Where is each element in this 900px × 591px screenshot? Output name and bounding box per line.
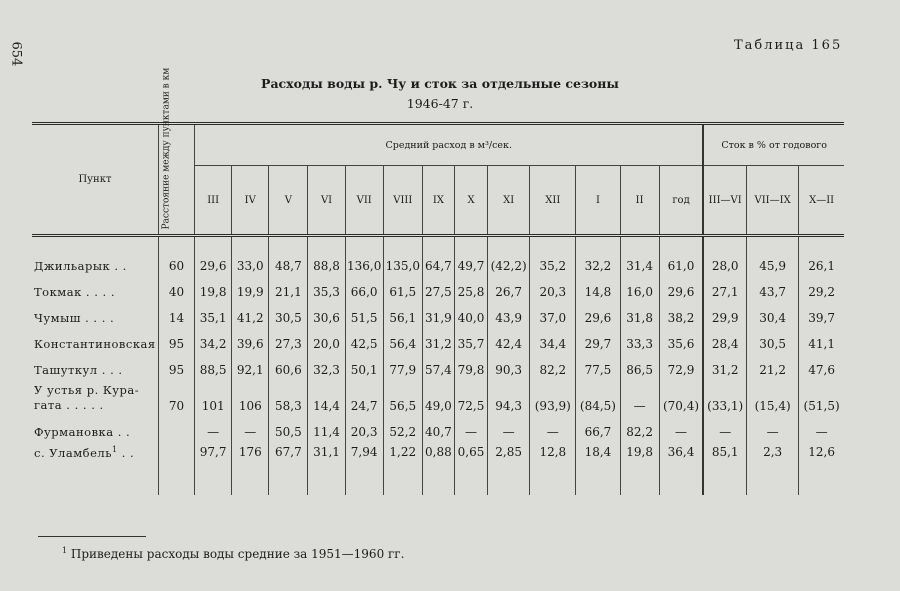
month-value-cell: 11,4 <box>308 413 345 439</box>
month-value-cell: 88,5 <box>195 351 232 377</box>
year-value-cell: 35,6 <box>659 325 703 351</box>
month-value-cell: 30,5 <box>269 299 308 325</box>
distance-cell: 95 <box>158 351 194 377</box>
header-season: VII—IX <box>747 166 799 236</box>
month-value-cell: 43,9 <box>488 299 530 325</box>
header-year: год <box>659 166 703 236</box>
month-value-cell: 56,4 <box>383 325 422 351</box>
month-value-cell: 86,5 <box>620 351 659 377</box>
month-value-cell: 97,7 <box>195 439 232 495</box>
season-runoff-cell: 30,4 <box>747 299 799 325</box>
year-value-cell: 61,0 <box>659 236 703 274</box>
month-value-cell: 136,0 <box>345 236 383 274</box>
header-month: X <box>454 166 487 236</box>
month-value-cell: 20,3 <box>345 413 383 439</box>
month-value-cell: 20,0 <box>308 325 345 351</box>
header-month: VI <box>308 166 345 236</box>
month-value-cell: 52,2 <box>383 413 422 439</box>
month-value-cell: — <box>530 413 576 439</box>
month-value-cell: 27,3 <box>269 325 308 351</box>
season-runoff-cell: 27,1 <box>703 273 746 299</box>
month-value-cell: 35,7 <box>454 325 487 351</box>
station-name: Чумыш . . . . <box>34 311 115 325</box>
table-row <box>32 236 844 274</box>
month-value-cell: 34,2 <box>195 325 232 351</box>
month-value-cell: 64,7 <box>422 236 454 274</box>
month-value-cell: 24,7 <box>345 377 383 413</box>
month-value-cell: — <box>454 413 487 439</box>
season-runoff-cell: 45,9 <box>747 236 799 274</box>
distance-cell: 14 <box>158 299 194 325</box>
distance-cell: 95 <box>158 325 194 351</box>
month-value-cell: (93,9) <box>530 377 576 413</box>
month-value-cell: 101 <box>195 377 232 413</box>
header-month: VIII <box>383 166 422 236</box>
season-runoff-cell: (15,4) <box>747 377 799 413</box>
header-month: III <box>195 166 232 236</box>
season-runoff-cell: 12,6 <box>799 439 844 495</box>
month-value-cell: 50,5 <box>269 413 308 439</box>
month-value-cell: 31,2 <box>422 325 454 351</box>
month-value-cell: 176 <box>232 439 269 495</box>
month-value-cell: 35,3 <box>308 273 345 299</box>
season-runoff-cell: — <box>747 413 799 439</box>
station-name: Константиновская <box>34 337 156 351</box>
table-row <box>32 325 844 351</box>
month-value-cell: 40,0 <box>454 299 487 325</box>
year-value-cell: 29,6 <box>659 273 703 299</box>
month-value-cell: 34,4 <box>530 325 576 351</box>
year-value-cell: 72,9 <box>659 351 703 377</box>
header-month: XI <box>488 166 530 236</box>
month-value-cell: 82,2 <box>530 351 576 377</box>
month-value-cell: 49,7 <box>454 236 487 274</box>
season-runoff-cell: 43,7 <box>747 273 799 299</box>
table-row <box>32 413 844 439</box>
month-value-cell: — <box>488 413 530 439</box>
month-value-cell: 40,7 <box>422 413 454 439</box>
month-value-cell: 16,0 <box>620 273 659 299</box>
month-value-cell: (42,2) <box>488 236 530 274</box>
month-value-cell: 61,5 <box>383 273 422 299</box>
table-title: Расходы воды р. Чу и сток за отдельные сезоны <box>261 76 619 91</box>
season-runoff-cell: 2,3 <box>747 439 799 495</box>
month-value-cell: 30,6 <box>308 299 345 325</box>
month-value-cell: 48,7 <box>269 236 308 274</box>
station-name: У устья р. Кура- гата . . . . . <box>34 383 140 412</box>
footnote-divider <box>38 536 146 537</box>
month-value-cell: 94,3 <box>488 377 530 413</box>
month-value-cell: 56,5 <box>383 377 422 413</box>
month-value-cell: 18,4 <box>576 439 620 495</box>
table-row <box>32 273 844 299</box>
month-value-cell: 56,1 <box>383 299 422 325</box>
year-value-cell: 36,4 <box>659 439 703 495</box>
distance-cell: 40 <box>158 273 194 299</box>
season-runoff-cell: (33,1) <box>703 377 746 413</box>
station-name: Фурмановка . . <box>34 425 131 439</box>
month-value-cell: (84,5) <box>576 377 620 413</box>
season-runoff-cell: 85,1 <box>703 439 746 495</box>
month-value-cell: 26,7 <box>488 273 530 299</box>
month-value-cell: 90,3 <box>488 351 530 377</box>
month-value-cell: 31,4 <box>620 236 659 274</box>
month-value-cell: 39,6 <box>232 325 269 351</box>
year-value-cell: 38,2 <box>659 299 703 325</box>
month-value-cell: 35,1 <box>195 299 232 325</box>
month-value-cell: 29,7 <box>576 325 620 351</box>
season-runoff-cell: (51,5) <box>799 377 844 413</box>
month-value-cell: 20,3 <box>530 273 576 299</box>
month-value-cell: 33,0 <box>232 236 269 274</box>
month-value-cell: 57,4 <box>422 351 454 377</box>
month-value-cell: 2,85 <box>488 439 530 495</box>
table-row <box>32 439 844 495</box>
month-value-cell: 88,8 <box>308 236 345 274</box>
month-value-cell: 66,0 <box>345 273 383 299</box>
season-runoff-cell: 29,2 <box>799 273 844 299</box>
month-value-cell: 67,7 <box>269 439 308 495</box>
month-value-cell: 19,8 <box>195 273 232 299</box>
header-avg-flow: Средний расход в м³/сек. <box>195 124 704 166</box>
month-value-cell: 42,4 <box>488 325 530 351</box>
month-value-cell: 19,8 <box>620 439 659 495</box>
header-month: I <box>576 166 620 236</box>
month-value-cell: 29,6 <box>195 236 232 274</box>
month-value-cell: 49,0 <box>422 377 454 413</box>
header-month: II <box>620 166 659 236</box>
table-row <box>32 299 844 325</box>
table-label: Таблица 165 <box>734 38 843 53</box>
month-value-cell: 19,9 <box>232 273 269 299</box>
month-value-cell: 42,5 <box>345 325 383 351</box>
month-value-cell: 1,22 <box>383 439 422 495</box>
station-name: Ташуткул . . . <box>34 363 123 377</box>
header-runoff: Сток в % от годового <box>703 124 844 166</box>
page-number: 654 <box>8 41 24 67</box>
header-month: VII <box>345 166 383 236</box>
month-value-cell: 0,88 <box>422 439 454 495</box>
header-month: IV <box>232 166 269 236</box>
season-runoff-cell: — <box>703 413 746 439</box>
distance-cell <box>158 413 194 439</box>
month-value-cell: 77,5 <box>576 351 620 377</box>
month-value-cell: 14,4 <box>308 377 345 413</box>
distance-cell: 70 <box>158 377 194 413</box>
month-value-cell: 32,2 <box>576 236 620 274</box>
month-value-cell: 58,3 <box>269 377 308 413</box>
station-name: Джильарык . . <box>34 259 127 273</box>
month-value-cell: 25,8 <box>454 273 487 299</box>
month-value-cell: — <box>620 377 659 413</box>
month-value-cell: 72,5 <box>454 377 487 413</box>
season-runoff-cell: — <box>799 413 844 439</box>
month-value-cell: 79,8 <box>454 351 487 377</box>
month-value-cell: 14,8 <box>576 273 620 299</box>
season-runoff-cell: 31,2 <box>703 351 746 377</box>
station-name: с. Уламбель$^1$ . . <box>34 445 135 460</box>
season-runoff-cell: 28,0 <box>703 236 746 274</box>
month-value-cell: — <box>195 413 232 439</box>
season-runoff-cell: 21,2 <box>747 351 799 377</box>
month-value-cell: 33,3 <box>620 325 659 351</box>
season-runoff-cell: 28,4 <box>703 325 746 351</box>
footnote: $^1$ Приведены расходы воды средние за 1951—1960 гг. <box>62 546 405 561</box>
month-value-cell: 51,5 <box>345 299 383 325</box>
season-runoff-cell: 41,1 <box>799 325 844 351</box>
header-month: IX <box>422 166 454 236</box>
month-value-cell: 35,2 <box>530 236 576 274</box>
season-runoff-cell: 29,9 <box>703 299 746 325</box>
month-value-cell: 0,65 <box>454 439 487 495</box>
month-value-cell: 31,9 <box>422 299 454 325</box>
header-punkt: Пункт <box>78 174 112 185</box>
season-runoff-cell: 39,7 <box>799 299 844 325</box>
header-season: III—VI <box>703 166 746 236</box>
month-value-cell: 66,7 <box>576 413 620 439</box>
month-value-cell: 31,1 <box>308 439 345 495</box>
month-value-cell: 27,5 <box>422 273 454 299</box>
season-runoff-cell: 47,6 <box>799 351 844 377</box>
distance-cell: 60 <box>158 236 194 274</box>
season-runoff-cell: 30,5 <box>747 325 799 351</box>
month-value-cell: 31,8 <box>620 299 659 325</box>
month-value-cell: 41,2 <box>232 299 269 325</box>
table-body <box>32 236 844 496</box>
month-value-cell: 77,9 <box>383 351 422 377</box>
header-distance: Расстояние между пунктами в км <box>158 124 194 236</box>
month-value-cell: 135,0 <box>383 236 422 274</box>
month-value-cell: 50,1 <box>345 351 383 377</box>
month-value-cell: 37,0 <box>530 299 576 325</box>
month-value-cell: 29,6 <box>576 299 620 325</box>
header-month: V <box>269 166 308 236</box>
month-value-cell: 82,2 <box>620 413 659 439</box>
month-value-cell: 7,94 <box>345 439 383 495</box>
table-row <box>32 351 844 377</box>
season-runoff-cell: 26,1 <box>799 236 844 274</box>
table-subtitle: 1946-47 г. <box>406 96 474 111</box>
header-season: X—II <box>799 166 844 236</box>
month-value-cell: 106 <box>232 377 269 413</box>
month-value-cell: 21,1 <box>269 273 308 299</box>
year-value-cell: (70,4) <box>659 377 703 413</box>
month-value-cell: 92,1 <box>232 351 269 377</box>
month-value-cell: 12,8 <box>530 439 576 495</box>
table-row <box>32 377 844 413</box>
month-value-cell: 32,3 <box>308 351 345 377</box>
year-value-cell: — <box>659 413 703 439</box>
header-month: XII <box>530 166 576 236</box>
month-value-cell: 60,6 <box>269 351 308 377</box>
month-value-cell: — <box>232 413 269 439</box>
station-name: Токмак . . . . <box>34 285 116 299</box>
distance-cell <box>158 439 194 495</box>
